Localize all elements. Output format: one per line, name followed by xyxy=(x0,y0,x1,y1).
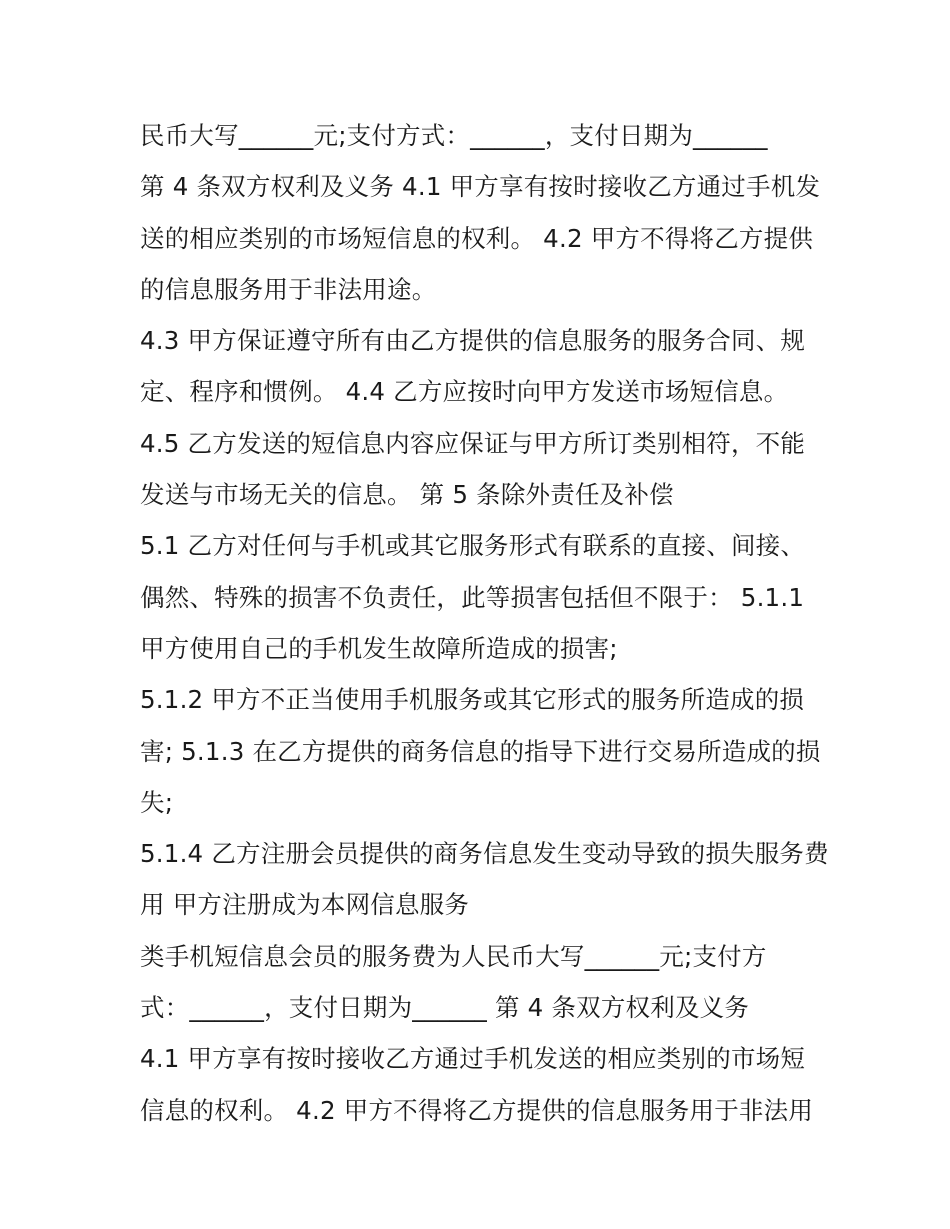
text-line-5: 4.3 甲方保证遵守所有由乙方提供的信息服务的服务合同、规 xyxy=(140,326,806,356)
text-line-12: 5.1.2 甲方不正当使用手机服务或其它形式的服务所造成的损 xyxy=(140,685,805,715)
text-line-8: 发送与市场无关的信息。 第 5 条除外责任及补偿 xyxy=(140,480,674,510)
document-body xyxy=(140,110,829,1136)
text-line-16: 用 甲方注册成为本网信息服务 xyxy=(140,890,470,920)
text-line-10: 偶然、特殊的损害不负责任，此等损害包括但不限于： 5.1.1 xyxy=(140,582,805,612)
text-line-6: 定、程序和惯例。 4.4 乙方应按时向甲方发送市场短信息。 xyxy=(140,377,789,407)
text-line-9: 5.1 乙方对任何与手机或其它服务形式有联系的直接、间接、 xyxy=(140,531,806,561)
text-line-7: 4.5 乙方发送的短信息内容应保证与甲方所订类别相符，不能 xyxy=(140,428,806,458)
text-line-18: 式：______，支付日期为______ 第 4 条双方权利及义务 xyxy=(140,993,750,1023)
text-line-11: 甲方使用自己的手机发生故障所造成的损害; xyxy=(140,633,618,663)
text-line-20: 信息的权利。 4.2 甲方不得将乙方提供的信息服务用于非法用 xyxy=(140,1095,814,1125)
text-line-3: 送的相应类别的市场短信息的权利。 4.2 甲方不得将乙方提供 xyxy=(140,223,814,253)
text-line-4: 的信息服务用于非法用途。 xyxy=(140,274,437,304)
text-line-15: 5.1.4 乙方注册会员提供的商务信息发生变动导致的损失服务费 xyxy=(140,839,829,869)
text-line-1: 民币大写______元;支付方式：______，支付日期为______ xyxy=(140,121,768,150)
text-line-13: 害; 5.1.3 在乙方提供的商务信息的指导下进行交易所造成的损 xyxy=(140,736,821,766)
text-line-2: 第 4 条双方权利及义务 4.1 甲方享有按时接收乙方通过手机发 xyxy=(140,172,821,202)
text-line-14: 失; xyxy=(140,787,174,817)
text-line-19: 4.1 甲方享有按时接收乙方通过手机发送的相应类别的市场短 xyxy=(140,1044,806,1074)
text-line-17: 类手机短信息会员的服务费为人民币大写______元;支付方 xyxy=(140,941,767,971)
